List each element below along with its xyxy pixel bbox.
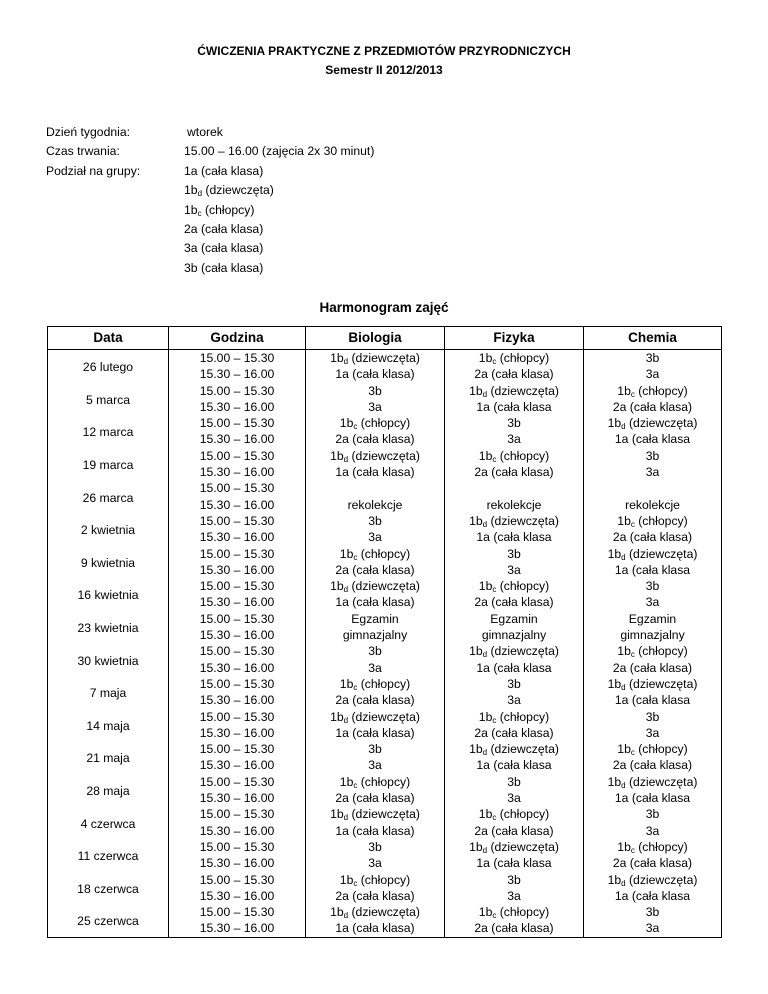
hour-cell: 15.00 – 15.30 [199,676,275,691]
chemia-cell: 3a [645,725,660,740]
chemia-cell: 3a [645,595,660,610]
date-cell: 14 maja [86,718,130,733]
chemia-cell: 2a (cała klasa) [612,660,693,675]
hour-cell: 15.30 – 16.00 [199,562,275,577]
date-cell: 4 czerwca [80,816,136,831]
date-cell: 25 czerwca [77,914,139,929]
chemia-cell: 3a [645,465,660,480]
chemia-cell: $1b_d$ (dziewczęta) [607,774,698,790]
hour-cell: 15.30 – 16.00 [199,595,275,610]
date-cell: 26 marca [82,490,134,505]
fizyka-cell: 3b [507,774,521,789]
chemia-cell: Egzamin [628,611,677,626]
time-label: Czas trwania: [46,144,120,159]
hour-cell: 15.00 – 15.30 [199,611,275,626]
chemia-cell: 1a (cała klasa [614,888,691,903]
biologia-cell: 1a (cała klasa) [335,367,415,382]
chemia-cell: 2a (cała klasa) [612,758,693,773]
fizyka-cell: 3b [507,872,521,887]
hour-cell: 15.30 – 16.00 [199,465,275,480]
biologia-cell: 3b [368,839,382,854]
biologia-cell: 3a [368,660,382,675]
hour-cell: 15.30 – 16.00 [199,856,275,871]
biologia-cell: 2a (cała klasa) [335,888,415,903]
fizyka-cell: 3a [507,562,521,577]
chemia-cell: 2a (cała klasa) [612,530,693,545]
hour-cell: 15.30 – 16.00 [199,791,275,806]
fizyka-cell: $1b_c$ (chłopcy) [478,351,550,366]
hour-cell: 15.30 – 16.00 [199,888,275,903]
schedule-title: Harmonogram zajęć [319,300,449,315]
date-cell: 26 lutego [82,360,134,375]
fizyka-cell: 3b [507,546,521,561]
chemia-cell [584,480,721,496]
date-cell: 12 marca [82,425,134,440]
date-cell: 30 kwietnia [77,653,139,668]
fizyka-cell: 3a [507,432,521,447]
fizyka-cell: $1b_c$ (chłopcy) [478,905,550,921]
fizyka-cell: $1b_d$ (dziewczęta) [469,513,559,529]
chemia-cell: rekolekcje [625,497,680,512]
biologia-cell: Egzamin [351,611,399,626]
fizyka-cell: 2a (cała klasa) [474,823,554,838]
biologia-cell: 2a (cała klasa) [335,791,415,806]
hour-cell: 15.00 – 15.30 [199,448,275,463]
biologia-cell: 2a (cała klasa) [335,562,415,577]
fizyka-cell: rekolekcje [486,497,542,512]
fizyka-cell: 3a [507,791,521,806]
fizyka-cell: 2a (cała klasa) [474,921,554,936]
biologia-cell: 3b [368,383,382,398]
fizyka-column [445,350,584,938]
biologia-cell: 3a [368,399,382,414]
biologia-cell: 3b [368,644,382,659]
hour-cell: 15.00 – 15.30 [199,416,275,431]
chemia-cell: $1b_d$ (dziewczęta) [607,546,698,562]
chemia-cell: $1b_c$ (chłopcy) [617,839,688,855]
fizyka-cell: 1a (cała klasa [476,530,552,545]
hour-cell: 15.00 – 15.30 [199,644,275,659]
group-item: $1b_c$ (chłopcy) [184,202,255,218]
fizyka-cell: $1b_d$ (dziewczęta) [469,742,559,758]
biologia-cell: $1b_d$ (dziewczęta) [330,448,420,464]
fizyka-cell: 2a (cała klasa) [474,465,554,480]
hour-cell: 15.00 – 15.30 [199,905,275,920]
biologia-cell: 1a (cała klasa) [335,823,415,838]
biologia-column [306,350,445,938]
fizyka-cell: $1b_c$ (chłopcy) [478,579,550,595]
dates-column [48,350,169,938]
fizyka-cell: 1a (cała klasa [476,758,552,773]
chemia-cell: 1a (cała klasa [614,693,691,708]
chemia-cell: 3a [645,921,660,936]
chemia-cell: $1b_d$ (dziewczęta) [607,676,698,692]
hour-cell: 15.00 – 15.30 [199,742,275,757]
schedule-table [47,326,722,938]
fizyka-cell: Egzamin [490,611,538,626]
hour-cell: 15.30 – 16.00 [199,497,275,512]
header-godzina: Godzina [169,327,306,350]
date-cell: 23 kwietnia [77,620,139,635]
biologia-cell: 3a [368,758,382,773]
biologia-cell [306,480,444,496]
date-cell: 28 maja [86,783,130,798]
biologia-cell: $1b_c$ (chłopcy) [339,774,411,790]
fizyka-cell: 3a [507,693,521,708]
fizyka-cell: $1b_c$ (chłopcy) [478,709,550,725]
date-cell: 9 kwietnia [80,555,136,570]
fizyka-cell: 2a (cała klasa) [474,595,554,610]
group-item: 1a (cała klasa) [184,163,264,178]
biologia-cell: $1b_c$ (chłopcy) [339,676,411,692]
hour-cell: 15.00 – 15.30 [199,546,275,561]
hour-cell: 15.00 – 15.30 [199,807,275,822]
hour-cell: 15.30 – 16.00 [199,693,275,708]
chemia-cell: 3b [645,807,660,822]
chemia-cell: 3a [645,367,660,382]
group-item: 2a (cała klasa) [184,221,264,236]
biologia-cell: 3b [368,513,382,528]
header-data: Data [48,327,169,350]
chemia-cell: $1b_d$ (dziewczęta) [607,872,698,888]
hour-cell: 15.30 – 16.00 [199,660,275,675]
biologia-cell: 1a (cała klasa) [335,725,415,740]
chemia-cell: $1b_c$ (chłopcy) [617,383,688,399]
biologia-cell: $1b_d$ (dziewczęta) [330,709,420,725]
hour-cell: 15.00 – 15.30 [199,351,275,365]
hour-cell: 15.00 – 15.30 [199,839,275,854]
hour-cell: 15.30 – 16.00 [199,823,275,838]
biologia-cell: $1b_c$ (chłopcy) [339,416,411,432]
biologia-cell: $1b_d$ (dziewczęta) [330,351,420,366]
biologia-cell: 2a (cała klasa) [335,432,415,447]
chemia-cell: 1a (cała klasa [614,432,691,447]
hour-cell: 15.00 – 15.30 [199,709,275,724]
header-fizyka: Fizyka [445,327,584,350]
fizyka-cell: $1b_d$ (dziewczęta) [469,644,559,660]
date-cell: 18 czerwca [77,881,139,896]
biologia-cell: 1a (cała klasa) [335,921,415,936]
time-value: 15.00 – 16.00 (zajęcia 2x 30 minut) [184,144,375,159]
biologia-cell: gimnazjalny [342,628,408,643]
table-header-row [48,327,722,350]
chemia-cell: 2a (cała klasa) [612,399,693,414]
fizyka-cell: $1b_c$ (chłopcy) [478,448,550,464]
biologia-cell: $1b_d$ (dziewczęta) [330,905,420,921]
chemia-cell: 3b [645,905,660,920]
table-body-row [48,350,722,938]
hour-cell: 15.30 – 16.00 [199,628,275,643]
biologia-cell: 3a [368,856,382,871]
fizyka-cell: 2a (cała klasa) [474,367,554,382]
chemia-cell: 3b [645,709,660,724]
biologia-cell: 3a [368,530,382,545]
fizyka-cell [445,480,583,496]
biologia-cell: 1a (cała klasa) [335,465,415,480]
group-item: 3b (cała klasa) [184,260,264,275]
chemia-cell: 3b [645,579,660,594]
fizyka-cell: 1a (cała klasa [476,399,552,414]
day-label: Dzień tygodnia: [46,125,131,139]
date-cell: 19 marca [82,457,134,472]
fizyka-cell: 3b [507,676,521,691]
semester-title: Semestr II 2012/2013 [325,63,443,77]
hour-cell: 15.30 – 16.00 [199,758,275,773]
chemia-cell: 1a (cała klasa [614,562,691,577]
hour-cell: 15.30 – 16.00 [199,530,275,545]
chemia-cell: 3a [645,823,660,838]
date-cell: 7 maja [89,686,127,701]
fizyka-cell: 3b [507,416,521,431]
day-value: wtorek [187,125,223,139]
biologia-cell: 2a (cała klasa) [335,693,415,708]
fizyka-cell: 3a [507,888,521,903]
chemia-cell: 2a (cała klasa) [612,856,693,871]
document-title: ĆWICZENIA PRAKTYCZNE Z PRZEDMIOTÓW PRZYRODNICZYCH [197,44,571,58]
hour-cell: 15.00 – 15.30 [199,383,275,398]
hour-cell: 15.30 – 16.00 [199,367,275,382]
hour-cell: 15.30 – 16.00 [199,399,275,414]
date-cell: 2 kwietnia [80,523,136,538]
biologia-cell: rekolekcje [347,497,403,512]
header-chemia: Chemia [584,327,722,350]
hour-cell: 15.30 – 16.00 [199,725,275,740]
date-cell: 16 kwietnia [77,588,139,603]
group-item: $1b_d$ (dziewczęta) [184,183,274,199]
biologia-cell: $1b_d$ (dziewczęta) [330,807,420,823]
biologia-cell: 1a (cała klasa) [335,595,415,610]
fizyka-cell: 1a (cała klasa [476,660,552,675]
fizyka-cell: 1a (cała klasa [476,856,552,871]
chemia-cell: 3b [645,448,660,463]
chemia-cell: $1b_c$ (chłopcy) [617,644,688,660]
header-biologia: Biologia [306,327,445,350]
date-cell: 5 marca [85,392,131,407]
chemia-cell: 1a (cała klasa [614,791,691,806]
fizyka-cell: 2a (cała klasa) [474,725,554,740]
fizyka-cell: $1b_d$ (dziewczęta) [469,383,559,399]
hour-cell: 15.30 – 16.00 [199,921,275,936]
hour-cell: 15.00 – 15.30 [199,579,275,594]
biologia-cell: $1b_c$ (chłopcy) [339,872,411,888]
chemia-cell: 3b [645,351,660,365]
chemia-cell: $1b_c$ (chłopcy) [617,513,688,529]
chemia-column [584,350,722,938]
hour-cell: 15.00 – 15.30 [199,872,275,887]
group-item: 3a (cała klasa) [184,241,264,256]
hours-column [169,350,306,938]
hour-cell: 15.00 – 15.30 [199,481,275,496]
chemia-cell: $1b_d$ (dziewczęta) [607,416,698,432]
hour-cell: 15.00 – 15.30 [199,513,275,528]
fizyka-cell: $1b_c$ (chłopcy) [478,807,550,823]
date-cell: 21 maja [86,751,130,766]
biologia-cell: $1b_c$ (chłopcy) [339,546,411,562]
biologia-cell: 3b [368,742,382,757]
chemia-cell: $1b_c$ (chłopcy) [617,742,688,758]
groups-label: Podział na grupy: [46,163,141,178]
biologia-cell: $1b_d$ (dziewczęta) [330,579,420,595]
chemia-cell: gimnazjalny [620,628,685,643]
hour-cell: 15.30 – 16.00 [199,432,275,447]
date-cell: 11 czerwca [77,849,139,864]
fizyka-cell: gimnazjalny [481,628,547,643]
fizyka-cell: $1b_d$ (dziewczęta) [469,839,559,855]
hour-cell: 15.00 – 15.30 [199,774,275,789]
